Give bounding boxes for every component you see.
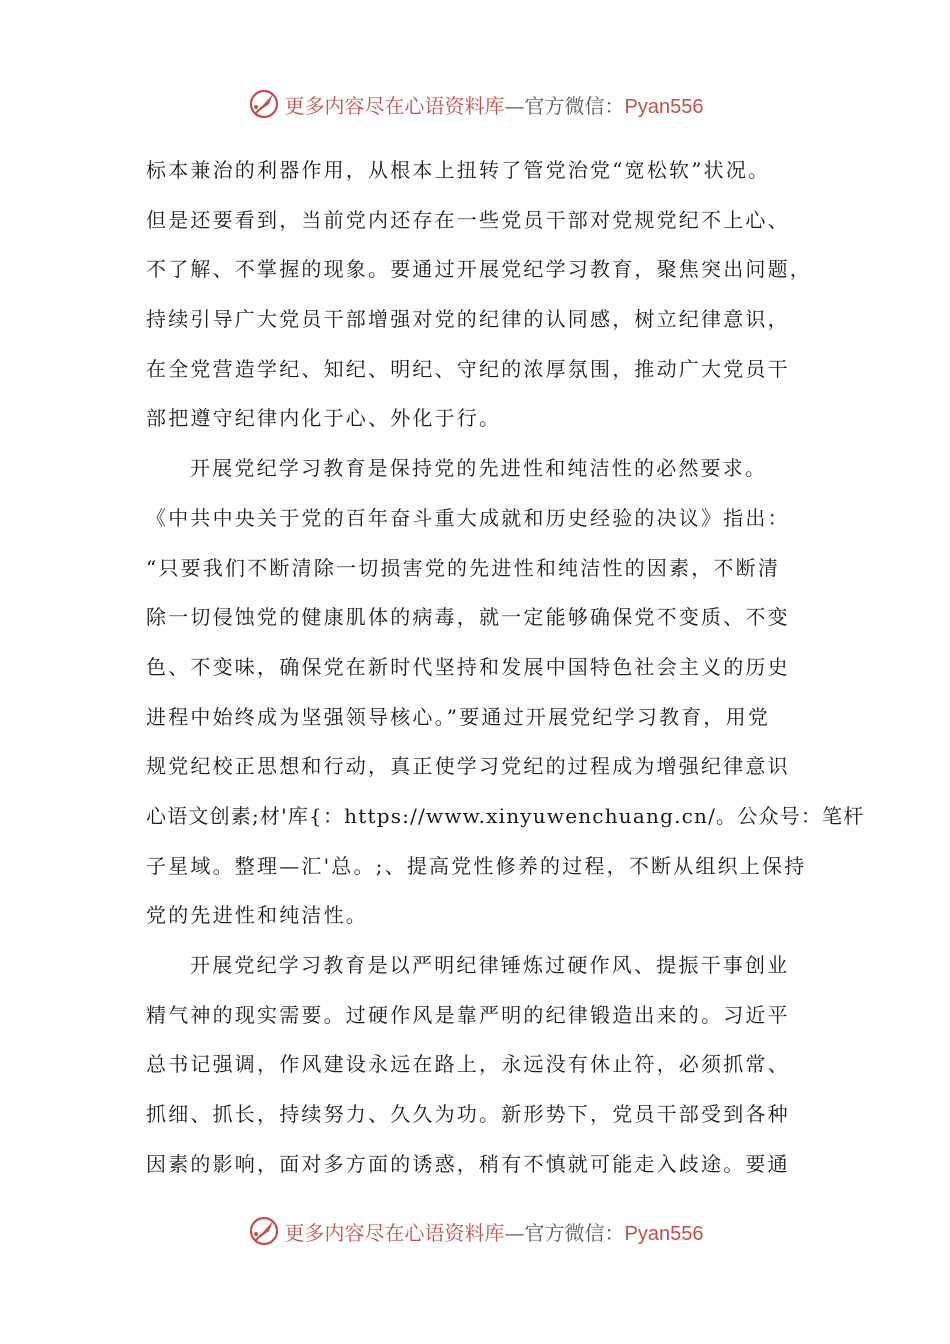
- banner-main-text: 更多内容尽在心语资料库: [284, 1220, 505, 1245]
- document-body: [146, 146, 865, 1189]
- body-line: 抓细、抓长，持续努力、久久为功。新形势下，党员干部受到各种: [146, 1102, 790, 1127]
- body-line: 子星域。整理—汇'总。;、提高党性修养的过程，不断从组织上保持: [146, 853, 807, 878]
- banner-dash: —: [504, 93, 525, 118]
- banner-dash: —: [504, 1220, 525, 1245]
- quill-logo-icon: [247, 1214, 281, 1248]
- paragraph-start-line: 开展党纪学习教育是保持党的先进性和纯洁性的必然要求。: [190, 456, 768, 481]
- body-line: 不了解、不掌握的现象。要通过开展党纪学习教育，聚焦突出问题，: [146, 257, 812, 282]
- body-line: 色、不变味，确保党在新时代坚持和发展中国特色社会主义的历史: [146, 654, 790, 679]
- banner-sub-text: 官方微信：: [524, 93, 625, 118]
- body-line: 《中共中央关于党的百年奋斗重大成就和历史经验的决议》指出：: [146, 505, 790, 530]
- body-line: 标本兼治的利器作用，从根本上扭转了管党治党“宽松软”状况。: [146, 158, 771, 182]
- header-banner: [0, 84, 950, 124]
- banner-main-text: 更多内容尽在心语资料库: [284, 93, 505, 118]
- footer-banner: [0, 1211, 950, 1251]
- body-line: 进程中始终成为坚强领导核心。”要通过开展党纪学习教育，用党: [146, 704, 771, 729]
- quill-logo-icon: [247, 87, 281, 121]
- body-line: “只要我们不断清除一切损害党的先进性和纯洁性的因素，不断清: [146, 555, 781, 580]
- banner-sub-text: 官方微信：: [524, 1220, 625, 1245]
- body-line: 精气神的现实需要。过硬作风是靠严明的纪律锻造出来的。习近平: [146, 1002, 790, 1027]
- body-line: 但是还要看到，当前党内还存在一些党员干部对党规党纪不上心、: [146, 207, 790, 232]
- body-line: 规党纪校正思想和行动，真正使学习党纪的过程成为增强纪律意识: [146, 754, 790, 779]
- banner-text: [285, 90, 704, 119]
- banner-wechat-id: Pyan556: [624, 95, 704, 118]
- body-line: 心语文创素;材'库{：https://www.xinyuwenchuang.cn/。公众号：笔杆: [146, 803, 865, 828]
- banner-wechat-id: Pyan556: [624, 1222, 704, 1245]
- body-line: 总书记强调，作风建设永远在路上，永远没有休止符，必须抓常、: [146, 1052, 790, 1077]
- paragraph-start-line: 开展党纪学习教育是以严明纪律锤炼过硬作风、提振干事创业: [190, 953, 790, 977]
- banner-text: [285, 1217, 704, 1246]
- body-line: 持续引导广大党员干部增强对党的纪律的认同感，树立纪律意识，: [146, 307, 790, 332]
- body-line: 党的先进性和纯洁性。: [146, 903, 368, 928]
- body-line: 在全党营造学纪、知纪、明纪、守纪的浓厚氛围，推动广大党员干: [146, 356, 790, 381]
- body-line: 部把遵守纪律内化于心、外化于行。: [146, 406, 502, 431]
- body-line: 因素的影响，面对多方面的诱惑，稍有不慎就可能走入歧途。要通: [146, 1151, 790, 1176]
- body-line: 除一切侵蚀党的健康肌体的病毒，就一定能够确保党不变质、不变: [146, 605, 790, 630]
